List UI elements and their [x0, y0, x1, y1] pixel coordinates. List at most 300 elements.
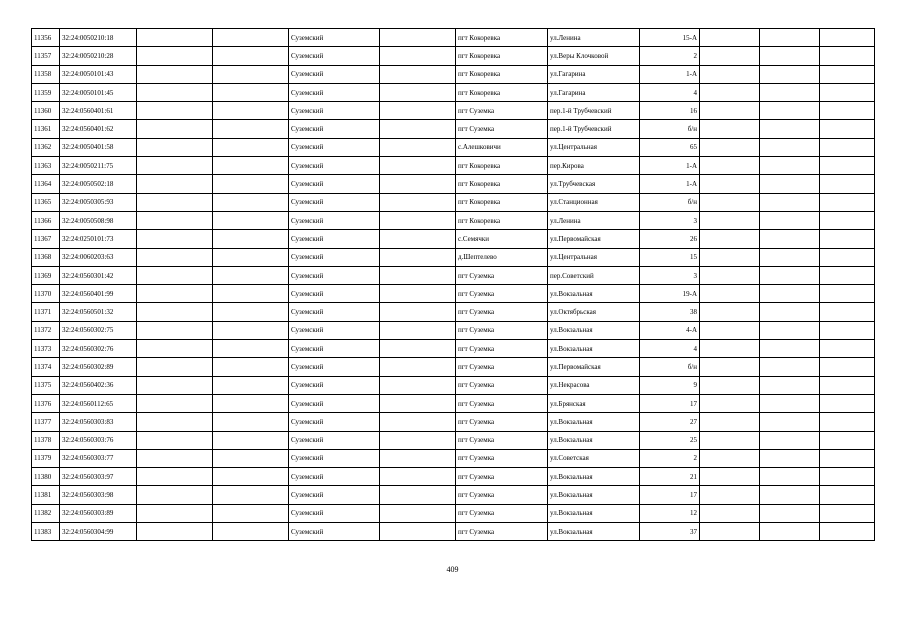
- cadastral-number-cell: 32:24:0560304:99: [60, 523, 137, 541]
- empty-cell: [760, 29, 820, 47]
- empty-cell: [137, 321, 213, 339]
- row-number-cell: 11377: [32, 413, 60, 431]
- locality-cell: пгт Кокоревка: [456, 193, 548, 211]
- empty-cell: [380, 486, 456, 504]
- district-cell: Суземский: [289, 83, 380, 101]
- house-number-cell: 37: [640, 523, 700, 541]
- empty-cell: [380, 358, 456, 376]
- empty-cell: [213, 413, 289, 431]
- empty-cell: [213, 266, 289, 284]
- cadastral-number-cell: 32:24:0560303:83: [60, 413, 137, 431]
- row-number-cell: 11383: [32, 523, 60, 541]
- street-cell: ул.Гагарина: [548, 65, 640, 83]
- empty-cell: [760, 504, 820, 522]
- street-cell: ул.Вокзальная: [548, 285, 640, 303]
- street-cell: пер.Кирова: [548, 157, 640, 175]
- empty-cell: [820, 266, 875, 284]
- district-cell: Суземский: [289, 321, 380, 339]
- locality-cell: пгт Кокоревка: [456, 211, 548, 229]
- row-number-cell: 11380: [32, 468, 60, 486]
- empty-cell: [213, 468, 289, 486]
- row-number-cell: 11375: [32, 376, 60, 394]
- empty-cell: [213, 193, 289, 211]
- empty-cell: [820, 47, 875, 65]
- empty-cell: [760, 431, 820, 449]
- house-number-cell: 17: [640, 394, 700, 412]
- district-cell: Суземский: [289, 193, 380, 211]
- cadastral-number-cell: 32:24:0050305:93: [60, 193, 137, 211]
- street-cell: ул.Вокзальная: [548, 504, 640, 522]
- empty-cell: [760, 394, 820, 412]
- empty-cell: [380, 266, 456, 284]
- empty-cell: [137, 431, 213, 449]
- empty-cell: [213, 376, 289, 394]
- street-cell: ул.Советская: [548, 449, 640, 467]
- empty-cell: [213, 321, 289, 339]
- row-number-cell: 11358: [32, 65, 60, 83]
- table-row: [32, 431, 875, 449]
- house-number-cell: 21: [640, 468, 700, 486]
- district-cell: Суземский: [289, 358, 380, 376]
- empty-cell: [137, 358, 213, 376]
- cadastral-number-cell: 32:24:0050101:43: [60, 65, 137, 83]
- empty-cell: [820, 486, 875, 504]
- house-number-cell: б/н: [640, 193, 700, 211]
- empty-cell: [820, 413, 875, 431]
- empty-cell: [213, 47, 289, 65]
- empty-cell: [760, 340, 820, 358]
- table-row: [32, 321, 875, 339]
- empty-cell: [137, 449, 213, 467]
- empty-cell: [700, 47, 760, 65]
- empty-cell: [700, 358, 760, 376]
- house-number-cell: 1-А: [640, 65, 700, 83]
- empty-cell: [213, 211, 289, 229]
- empty-cell: [380, 120, 456, 138]
- row-number-cell: 11364: [32, 175, 60, 193]
- table-row: [32, 248, 875, 266]
- table-row: [32, 340, 875, 358]
- cadastral-number-cell: 32:24:0560303:76: [60, 431, 137, 449]
- district-cell: Суземский: [289, 138, 380, 156]
- district-cell: Суземский: [289, 29, 380, 47]
- empty-cell: [137, 102, 213, 120]
- district-cell: Суземский: [289, 523, 380, 541]
- cadastral-number-cell: 32:24:0560401:62: [60, 120, 137, 138]
- house-number-cell: б/н: [640, 120, 700, 138]
- district-cell: Суземский: [289, 266, 380, 284]
- page-number: 409: [446, 565, 459, 574]
- cadastral-number-cell: 32:24:0560301:42: [60, 266, 137, 284]
- district-cell: Суземский: [289, 394, 380, 412]
- empty-cell: [700, 285, 760, 303]
- empty-cell: [760, 193, 820, 211]
- cadastral-number-cell: 32:24:0050210:28: [60, 47, 137, 65]
- district-cell: Суземский: [289, 303, 380, 321]
- street-cell: ул.Трубчевская: [548, 175, 640, 193]
- table-row: [32, 285, 875, 303]
- table-row: [32, 47, 875, 65]
- locality-cell: пгт Суземка: [456, 394, 548, 412]
- empty-cell: [820, 340, 875, 358]
- empty-cell: [380, 157, 456, 175]
- empty-cell: [137, 303, 213, 321]
- empty-cell: [820, 248, 875, 266]
- street-cell: пер.1-й Трубчевский: [548, 102, 640, 120]
- street-cell: ул.Станционная: [548, 193, 640, 211]
- row-number-cell: 11360: [32, 102, 60, 120]
- locality-cell: пгт Кокоревка: [456, 83, 548, 101]
- empty-cell: [760, 449, 820, 467]
- empty-cell: [820, 102, 875, 120]
- empty-cell: [380, 321, 456, 339]
- row-number-cell: 11371: [32, 303, 60, 321]
- empty-cell: [213, 120, 289, 138]
- cadastral-number-cell: 32:24:0560303:97: [60, 468, 137, 486]
- cadastral-number-cell: 32:24:0560401:61: [60, 102, 137, 120]
- row-number-cell: 11357: [32, 47, 60, 65]
- empty-cell: [380, 340, 456, 358]
- cadastral-number-cell: 32:24:0560501:32: [60, 303, 137, 321]
- locality-cell: пгт Суземка: [456, 468, 548, 486]
- row-number-cell: 11366: [32, 211, 60, 229]
- cadastral-number-cell: 32:24:0560112:65: [60, 394, 137, 412]
- locality-cell: пгт Кокоревка: [456, 29, 548, 47]
- empty-cell: [137, 83, 213, 101]
- table-row: [32, 303, 875, 321]
- empty-cell: [820, 376, 875, 394]
- street-cell: ул.Вокзальная: [548, 486, 640, 504]
- locality-cell: пгт Кокоревка: [456, 47, 548, 65]
- empty-cell: [380, 413, 456, 431]
- empty-cell: [213, 29, 289, 47]
- empty-cell: [213, 65, 289, 83]
- street-cell: ул.Некрасова: [548, 376, 640, 394]
- empty-cell: [137, 138, 213, 156]
- empty-cell: [700, 175, 760, 193]
- empty-cell: [760, 175, 820, 193]
- row-number-cell: 11381: [32, 486, 60, 504]
- empty-cell: [213, 303, 289, 321]
- row-number-cell: 11374: [32, 358, 60, 376]
- empty-cell: [137, 175, 213, 193]
- empty-cell: [137, 193, 213, 211]
- empty-cell: [380, 138, 456, 156]
- cadastral-number-cell: 32:24:0050508:98: [60, 211, 137, 229]
- row-number-cell: 11376: [32, 394, 60, 412]
- empty-cell: [380, 449, 456, 467]
- house-number-cell: 38: [640, 303, 700, 321]
- locality-cell: пгт Суземка: [456, 504, 548, 522]
- street-cell: ул.Ленина: [548, 29, 640, 47]
- row-number-cell: 11369: [32, 266, 60, 284]
- house-number-cell: 9: [640, 376, 700, 394]
- empty-cell: [700, 120, 760, 138]
- empty-cell: [213, 157, 289, 175]
- empty-cell: [820, 468, 875, 486]
- empty-cell: [137, 211, 213, 229]
- street-cell: пер.1-й Трубчевский: [548, 120, 640, 138]
- street-cell: ул.Октябрьская: [548, 303, 640, 321]
- empty-cell: [760, 248, 820, 266]
- empty-cell: [213, 358, 289, 376]
- empty-cell: [820, 303, 875, 321]
- locality-cell: пгт Суземка: [456, 303, 548, 321]
- table-row: [32, 413, 875, 431]
- empty-cell: [380, 523, 456, 541]
- empty-cell: [700, 248, 760, 266]
- house-number-cell: 2: [640, 47, 700, 65]
- table-row: [32, 29, 875, 47]
- locality-cell: пгт Кокоревка: [456, 157, 548, 175]
- locality-cell: пгт Суземка: [456, 449, 548, 467]
- house-number-cell: 27: [640, 413, 700, 431]
- locality-cell: пгт Суземка: [456, 266, 548, 284]
- house-number-cell: 4: [640, 340, 700, 358]
- empty-cell: [820, 138, 875, 156]
- street-cell: ул.Вокзальная: [548, 468, 640, 486]
- empty-cell: [820, 394, 875, 412]
- row-number-cell: 11367: [32, 230, 60, 248]
- empty-cell: [700, 211, 760, 229]
- cadastral-number-cell: 32:24:0560303:98: [60, 486, 137, 504]
- empty-cell: [820, 65, 875, 83]
- row-number-cell: 11356: [32, 29, 60, 47]
- empty-cell: [700, 486, 760, 504]
- row-number-cell: 11361: [32, 120, 60, 138]
- street-cell: ул.Вокзальная: [548, 321, 640, 339]
- empty-cell: [760, 65, 820, 83]
- locality-cell: пгт Суземка: [456, 523, 548, 541]
- cadastral-number-cell: 32:24:0050401:58: [60, 138, 137, 156]
- empty-cell: [213, 504, 289, 522]
- street-cell: ул.Вокзальная: [548, 340, 640, 358]
- empty-cell: [137, 394, 213, 412]
- table-row: [32, 486, 875, 504]
- locality-cell: с.Алешковичи: [456, 138, 548, 156]
- empty-cell: [213, 285, 289, 303]
- empty-cell: [380, 65, 456, 83]
- empty-cell: [700, 157, 760, 175]
- district-cell: Суземский: [289, 504, 380, 522]
- house-number-cell: 4-А: [640, 321, 700, 339]
- street-cell: ул.Первомайская: [548, 230, 640, 248]
- row-number-cell: 11365: [32, 193, 60, 211]
- street-cell: ул.Вокзальная: [548, 431, 640, 449]
- empty-cell: [380, 285, 456, 303]
- empty-cell: [760, 376, 820, 394]
- empty-cell: [700, 449, 760, 467]
- table-row: [32, 65, 875, 83]
- empty-cell: [700, 431, 760, 449]
- empty-cell: [380, 193, 456, 211]
- empty-cell: [820, 83, 875, 101]
- cadastral-number-cell: 32:24:0560303:89: [60, 504, 137, 522]
- empty-cell: [213, 138, 289, 156]
- empty-cell: [820, 230, 875, 248]
- street-cell: ул.Веры Клочковой: [548, 47, 640, 65]
- empty-cell: [380, 47, 456, 65]
- empty-cell: [700, 29, 760, 47]
- row-number-cell: 11359: [32, 83, 60, 101]
- table-row: [32, 157, 875, 175]
- empty-cell: [820, 523, 875, 541]
- registry-table: [31, 28, 875, 541]
- cadastral-number-cell: 32:24:0560302:76: [60, 340, 137, 358]
- empty-cell: [700, 266, 760, 284]
- house-number-cell: 3: [640, 266, 700, 284]
- district-cell: Суземский: [289, 211, 380, 229]
- house-number-cell: 1-А: [640, 175, 700, 193]
- locality-cell: пгт Суземка: [456, 120, 548, 138]
- house-number-cell: 2: [640, 449, 700, 467]
- locality-cell: пгт Суземка: [456, 321, 548, 339]
- cadastral-number-cell: 32:24:0560402:36: [60, 376, 137, 394]
- empty-cell: [137, 340, 213, 358]
- row-number-cell: 11362: [32, 138, 60, 156]
- empty-cell: [820, 321, 875, 339]
- table-row: [32, 504, 875, 522]
- empty-cell: [137, 486, 213, 504]
- empty-cell: [700, 340, 760, 358]
- empty-cell: [137, 504, 213, 522]
- empty-cell: [380, 29, 456, 47]
- house-number-cell: 12: [640, 504, 700, 522]
- district-cell: Суземский: [289, 47, 380, 65]
- locality-cell: пгт Кокоревка: [456, 65, 548, 83]
- locality-cell: пгт Суземка: [456, 340, 548, 358]
- empty-cell: [760, 486, 820, 504]
- empty-cell: [213, 102, 289, 120]
- empty-cell: [380, 175, 456, 193]
- empty-cell: [700, 504, 760, 522]
- empty-cell: [760, 358, 820, 376]
- house-number-cell: 4: [640, 83, 700, 101]
- empty-cell: [213, 431, 289, 449]
- street-cell: ул.Центральная: [548, 138, 640, 156]
- cadastral-number-cell: 32:24:0560302:75: [60, 321, 137, 339]
- empty-cell: [700, 303, 760, 321]
- empty-cell: [700, 193, 760, 211]
- empty-cell: [760, 413, 820, 431]
- district-cell: Суземский: [289, 175, 380, 193]
- empty-cell: [820, 431, 875, 449]
- empty-cell: [700, 468, 760, 486]
- empty-cell: [820, 358, 875, 376]
- house-number-cell: 65: [640, 138, 700, 156]
- cadastral-number-cell: 32:24:0560401:99: [60, 285, 137, 303]
- empty-cell: [760, 138, 820, 156]
- district-cell: Суземский: [289, 157, 380, 175]
- house-number-cell: 16: [640, 102, 700, 120]
- empty-cell: [820, 504, 875, 522]
- empty-cell: [380, 83, 456, 101]
- empty-cell: [137, 230, 213, 248]
- empty-cell: [137, 120, 213, 138]
- empty-cell: [820, 285, 875, 303]
- table-row: [32, 211, 875, 229]
- street-cell: ул.Вокзальная: [548, 523, 640, 541]
- empty-cell: [137, 523, 213, 541]
- house-number-cell: 1-А: [640, 157, 700, 175]
- table-row: [32, 449, 875, 467]
- empty-cell: [760, 468, 820, 486]
- cadastral-number-cell: 32:24:0060203:63: [60, 248, 137, 266]
- empty-cell: [380, 504, 456, 522]
- district-cell: Суземский: [289, 230, 380, 248]
- table-row: [32, 230, 875, 248]
- table-row: [32, 376, 875, 394]
- empty-cell: [213, 175, 289, 193]
- empty-cell: [213, 449, 289, 467]
- empty-cell: [760, 285, 820, 303]
- empty-cell: [760, 303, 820, 321]
- empty-cell: [137, 65, 213, 83]
- empty-cell: [760, 157, 820, 175]
- cadastral-number-cell: 32:24:0560302:89: [60, 358, 137, 376]
- cadastral-number-cell: 32:24:0250101:73: [60, 230, 137, 248]
- empty-cell: [213, 523, 289, 541]
- table-row: [32, 138, 875, 156]
- empty-cell: [700, 230, 760, 248]
- table-row: [32, 102, 875, 120]
- empty-cell: [137, 285, 213, 303]
- empty-cell: [380, 248, 456, 266]
- table-row: [32, 193, 875, 211]
- empty-cell: [213, 394, 289, 412]
- table-row: [32, 83, 875, 101]
- district-cell: Суземский: [289, 468, 380, 486]
- empty-cell: [760, 266, 820, 284]
- district-cell: Суземский: [289, 413, 380, 431]
- empty-cell: [760, 83, 820, 101]
- house-number-cell: 15: [640, 248, 700, 266]
- empty-cell: [213, 83, 289, 101]
- locality-cell: пгт Суземка: [456, 431, 548, 449]
- district-cell: Суземский: [289, 431, 380, 449]
- table-row: [32, 120, 875, 138]
- empty-cell: [380, 230, 456, 248]
- district-cell: Суземский: [289, 65, 380, 83]
- table-row: [32, 358, 875, 376]
- street-cell: ул.Центральная: [548, 248, 640, 266]
- empty-cell: [760, 211, 820, 229]
- empty-cell: [760, 321, 820, 339]
- empty-cell: [820, 157, 875, 175]
- empty-cell: [700, 321, 760, 339]
- house-number-cell: б/н: [640, 358, 700, 376]
- empty-cell: [380, 303, 456, 321]
- empty-cell: [820, 193, 875, 211]
- empty-cell: [820, 211, 875, 229]
- house-number-cell: 26: [640, 230, 700, 248]
- street-cell: ул.Первомайская: [548, 358, 640, 376]
- district-cell: Суземский: [289, 285, 380, 303]
- empty-cell: [137, 157, 213, 175]
- row-number-cell: 11382: [32, 504, 60, 522]
- empty-cell: [700, 413, 760, 431]
- locality-cell: с.Семячки: [456, 230, 548, 248]
- empty-cell: [137, 47, 213, 65]
- empty-cell: [700, 376, 760, 394]
- empty-cell: [760, 47, 820, 65]
- empty-cell: [137, 266, 213, 284]
- locality-cell: пгт Суземка: [456, 413, 548, 431]
- empty-cell: [760, 523, 820, 541]
- district-cell: Суземский: [289, 376, 380, 394]
- registry-rows: [32, 29, 875, 541]
- empty-cell: [213, 486, 289, 504]
